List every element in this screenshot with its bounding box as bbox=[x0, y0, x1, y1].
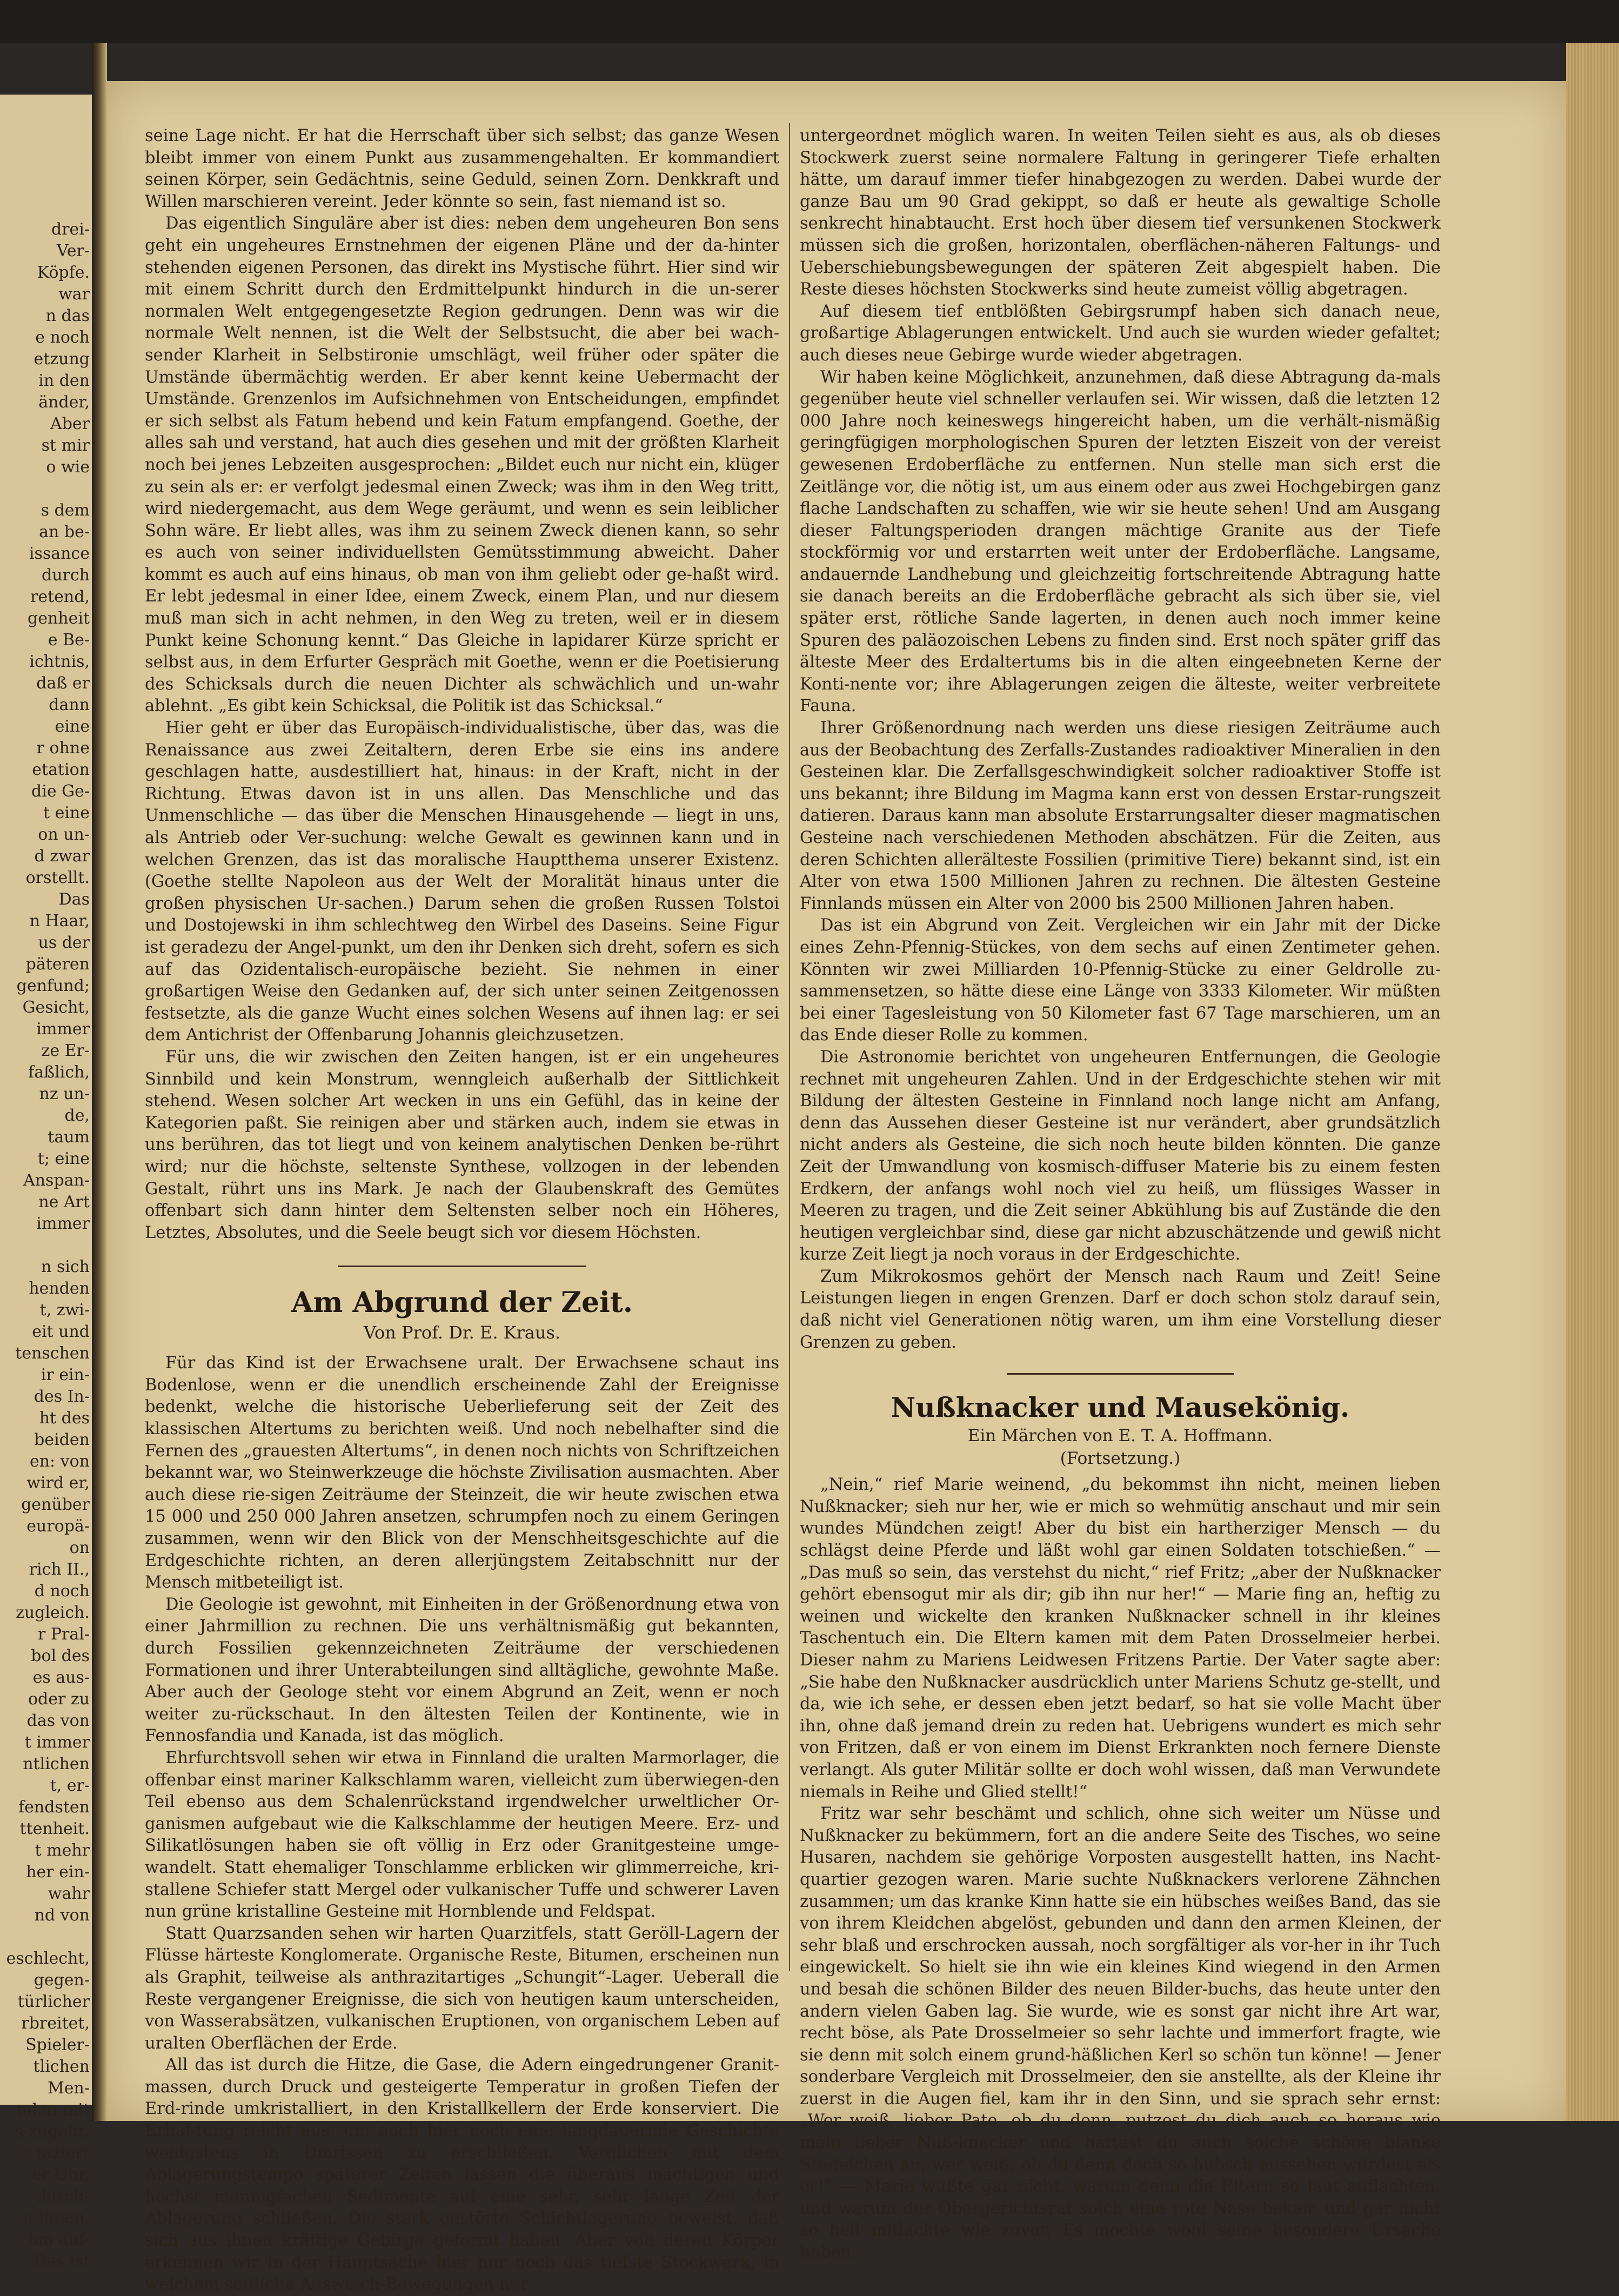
fragment-line: beiden bbox=[34, 1430, 90, 1449]
fragment-line: Spieler- bbox=[25, 2036, 90, 2054]
paragraph: Ihrer Größenordnung nach werden uns diese riesigen Zeiträume auch aus der Beobachtung des Zerfalls-Zustandes radioaktiver Mineralien in den Gesteinen klar. Die Zerfallsgeschwindigkeit solcher radioaktiver Stoffe ist uns bekannt; ihre Bildung im Magma kann erst von dessen Erstar-rungszeit datieren. Daraus kann man absolute Erstarrungsalter dieser magmatischen Gesteine nach verschiedenen Methoden abschätzen. Für die Zeiten, aus deren Schichten allerälteste Fossilien (primitive Tiere) bekannt sind, ist ein Alter von etwa 1500 Millionen Jahren zu rechnen. Die ältesten Gesteine Finnlands müssen ein Alter von 2000 bis 2500 Millionen Jahren haben. bbox=[800, 719, 1441, 913]
fragment-line: nz un- bbox=[39, 1085, 90, 1103]
fragment-line: ttenheit. bbox=[19, 1819, 90, 1838]
fragment-line: war bbox=[58, 285, 90, 304]
fragment-line bbox=[3, 1926, 90, 1948]
fragment-line: en: von bbox=[29, 1452, 90, 1471]
fragment-line: t, er- bbox=[50, 1776, 90, 1795]
fragment-line: t eine bbox=[43, 804, 90, 822]
fragment-line: dann bbox=[49, 695, 90, 714]
fragment-line: d noch bbox=[34, 1582, 90, 1601]
fragment-line: europä- bbox=[26, 1517, 90, 1536]
article-body bbox=[145, 1353, 779, 2296]
paragraph: Auf diesem tief entblößten Gebirgsrumpf haben sich danach neue, großartige Ablagerungen entwickelt. Und auch sie wurden wieder gefaltet; auch dieses neue Gebirge wurde wieder abgetragen. bbox=[800, 302, 1441, 365]
fragment-line: ichtnis, bbox=[29, 652, 90, 671]
fragment-line: durch- bbox=[36, 2187, 90, 2206]
paragraph: Hier geht er über das Europäisch-individualistische, über das, was die Renaissance aus zwei Zeitaltern, deren Erbe sie eins ins andere geschlagen hatte, ausdestilliert hat, hinaus: in der Kraft, nicht in der Richtung. Etwas davon ist in uns allen. Das Menschliche und das Unmenschliche — das über die Menschen Hinausgehende — liegt in uns, als Antrieb oder Ver-suchung: welche Gewalt es gewinnen kann und in welchen Grenzen, das ist das moralische Hauptthema unserer Existenz. (Goethe stellte Napoleon aus der Welt der Moralität hinaus unter die großen physischen Ur-sachen.) Darum sehen die großen Russen Tolstoi und Dostojewski in ihm schlechtweg den Wirbel des Daseins. Seine Figur ist geradezu der Angel-punkt, um den ihr Denken sich dreht, sofern es sich auf das Ozidentalisch-europäische bezieht. Sie nehmen in einer großartigen Weise den Gedanken auf, der sich unter seinen Zeitgenossen festsetzte, als die ganze Wucht eines solchen Wesens auf ihnen lag: er sei dem Antichrist der Offenbarung Johannis gleichzusetzen. bbox=[145, 719, 779, 1045]
fragment-line: Ver- bbox=[56, 242, 90, 260]
fragment-line: st mir bbox=[41, 436, 90, 455]
fragment-line: uden mit bbox=[16, 2100, 90, 2119]
fragment-line: Aber bbox=[50, 414, 90, 433]
article-byline: Von Prof. Dr. E. Kraus. bbox=[363, 1322, 561, 1343]
fragment-line: bol des bbox=[31, 1646, 90, 1665]
paragraph: Das eigentlich Singuläre aber ist dies: neben dem ungeheuren Bon sens geht ein ungeheures Ernstnehmen der eigenen Pläne und der da-hinter stehenden eigenen Personen, das direkt ins Mystische führt. Hier sind wir mit einem Schritt durch den Erdmittelpunkt hindurch in die un-serer normalen Welt entgegengesetzte Region gedrungen. Denn was wir die normale Welt nennen, ist die Welt der Selbstsucht, die aber bei wach-sender Klarheit in Selbstironie umschlägt, weil früher oder später die Umstände übermächtig werden. Er aber kennt keine Uebermacht der Umstände. Grenzenlos im Aufsichnehmen von Entscheidungen, empfindet er sich selbst als Fatum hebend und kein Fatum empfangend. Goethe, der alles sah und verstand, hat auch dies gesehen und mit der größten Klarheit noch bei jenes Lebzeiten ausgesprochen: „Bildet euch nur nicht ein, klüger zu sein als er: er verfolgt jedesmal einen Zweck; was ihm in den Weg tritt, wird niedergemacht, aus dem Wege geräumt, und wenn es sein leiblicher Sohn wäre. Er liebt alles, was ihm zu seinem Zweck dienen kann, so sehr es auch von seiner individuellsten Gemütsstimmung abweicht. Daher kommt es auch auf eins hinaus, ob man von ihm geliebt oder ge-haßt wird. Er lebt jedesmal in einer Idee, einem Zweck, einem Plan, und nur diesem muß man sich in acht nehmen, in den Weg zu treten, weil er in diesem Punkt keine Schonung kennt.“ Das Gleiche in lapidarer Kürze spricht er selbst aus, in dem Erfurter Gespräch mit Goethe, wenn er die Poetisierung des Schicksals durch die neuen Dichter als schwächlich und un-wahr ablehnt. „Es gibt kein Schicksal, die Politik ist das Schicksal.“ bbox=[145, 214, 779, 716]
fragment-line: ir ein- bbox=[41, 1365, 90, 1384]
fragment-line: eine bbox=[55, 717, 90, 736]
paragraph: Ehrfurchtsvoll sehen wir etwa in Finnland die uralten Marmorlager, die offenbar einst mariner Kalkschlamm waren, vielleicht zum überwiegen-den Teil ebenso aus dem Schalenrückstand irgendwelcher urweltlicher Or-ganismen aufgebaut wie die Kalkschlamme der heutigen Meere. Erz- und Silikatlösungen haben sie oft völlig in Erz oder Granitgesteine umge-wandelt. Statt ehemaliger Tonschlamme erblicken wir glimmerreiche, kri-stallene Schiefer statt Mergel oder vulkanischer Tuffe und schwerer Laven nun grüne kristalline Gesteine mit Hornblende und Feldspat. bbox=[145, 1748, 779, 1922]
book-gutter bbox=[92, 43, 107, 2121]
scanner-background bbox=[0, 0, 1619, 43]
fragment-line: r ohne bbox=[36, 739, 90, 758]
fragment-line: d zwar bbox=[34, 847, 90, 866]
fragment-line: wahr bbox=[48, 1884, 90, 1903]
fragment-line: rich II., bbox=[29, 1560, 90, 1579]
column-right bbox=[800, 125, 1441, 2264]
fragment-line: es aus- bbox=[32, 1668, 90, 1687]
fragment-line: taum bbox=[48, 1128, 90, 1147]
fragment-line: das von bbox=[26, 1711, 90, 1730]
paragraph: Für uns, die wir zwischen den Zeiten hangen, ist er ein ungeheures Sinnbild und kein Monstrum, wenngleich außerhalb der Sittlichkeit stehend. Wesen solcher Art wecken in uns ein Gefühl, das in keine der Kategorien paßt. Sie reinigen aber und stärken auch, indem sie etwas in uns berühren, das tot liegt und von keinem analytischen Denken be-rührt wird; nur die höchste, seltenste Synthese, vollzogen in der lebenden Gestalt, rührt uns ins Mark. Je nach der Glaubenskraft des Gemütes offenbart sich dann hinter dem Seltensten selber noch ein Höheres, Letztes, Absolutes, und die Seele beugt sich vor diesem Höchsten. bbox=[145, 1047, 779, 1242]
fragment-line: t; eine bbox=[37, 1149, 90, 1168]
paragraph: Das ist ein Abgrund von Zeit. Vergleichen wir ein Jahr mit der Dicke eines Zehn-Pfennig-Stückes, von dem sechs auf einen Zentimeter gehen. Könnten wir zwei Milliarden 10-Pfennig-Stücke zu einer Geldrolle zu-sammensetzen, so hätte diese eine Länge von 3333 Kilometer. Wir müßten bei einer Tagesleistung von 50 Kilometer fast 67 Tage marschieren, um an das Ende dieser Rolle zu kommen. bbox=[800, 916, 1441, 1045]
story-title: Nußknacker und Mausekönig. bbox=[891, 1391, 1350, 1424]
fragment-line: Anspan- bbox=[23, 1171, 90, 1190]
paragraph: All das ist durch die Hitze, die Gase, die Adern eingedrungener Granit-massen, durch Druck und gesteigerte Temperatur in großen Tiefen der Erd-rinde umkristalliert, in den Kristallkellern der Erde konserviert. Die Erhal-tung reicht aus, um auch hier noch eine langdauernde Geschichte wenigstens in Umrissen zu erschließen. Verglichen mit dem Ablagerungstempo späterer Zeiten lassen die überaus mächtigen und höchst mannigfachen Sedimente auf eine sehr, sehr lange Zeit der Ablagerung schließen. Die stark gestörte Schichtlagerung beweist, daß sich aus ihnen kräftige Gebirge geformt haben. Aber von deren Körper erkennen wir in der Hauptsache hier nur noch das tiefste Stockwerk, in welchem seitliche Ausweich-Bewegungen nur bbox=[145, 2056, 779, 2294]
article-body-continued bbox=[800, 125, 1441, 1354]
paragraph: Statt Quarzsanden sehen wir harten Quarzitfels, statt Geröll-Lagern der Flüsse härteste Konglomerate. Organische Reste, Bitumen, erscheinen nun als Graphit, teilweise als anthrazitartiges „Schungit“-Lager. Ueberall die Reste vergangener Ereignisse, die sich von heutigen kaum unterscheiden, von Wasserabsätzen, vulkanischen Eruptionen, von organischem Leben auf uralten Oberflächen der Erde. bbox=[145, 1924, 779, 2053]
fragment-line: ntlichen bbox=[23, 1755, 90, 1773]
fragment-line: eit und bbox=[32, 1322, 90, 1341]
fragment-line: t, zwi- bbox=[39, 1301, 90, 1320]
paragraph: Wir haben keine Möglichkeit, anzunehmen, daß diese Abtragung da-mals gegenüber heute viel schneller verlaufen sei. Wir wissen, daß die letzten 12 000 Jahre noch keineswegs hingereicht haben, um die verhält-nismäßig geringfügigen morphologischen Spuren der letzten Eiszeit von der vereist gewesenen Erdoberfläche zu entfernen. Nun stelle man sich erst die Zeitlänge vor, die nötig ist, um aus einem oder aus zwei Hochgebirgen ganz flache Landschaften zu schaffen, wie wir sie heute sehen! Und am Ausgang dieser Faltungsperioden drangen mächtige Granite aus der Tiefe stockförmig vor und erstarrten weit unter der Erdoberfläche. Langsame, andauernde Landhebung und gleichzeitig fortschreitende Abtragung hatte sie danach bereits an die Erdoberfläche gebracht als sich über sie, viel später erst, rötliche Sande lagerten, in denen auch noch immer keine Spuren des paläozoischen Lebens zu finden sind. Erst noch später griff das älteste Meer des Erdaltertums bis in die alten eingeebneten Kerne der Konti-nente vor; ihre Ablagerungen zeigen die älteste, weiter verbreitete Fauna. bbox=[800, 367, 1441, 716]
fragment-line: zugleich. bbox=[16, 1603, 90, 1622]
fragment-line: de, bbox=[64, 1106, 90, 1125]
fragment-line: t mehr bbox=[35, 1841, 90, 1860]
fragment-line: eschlecht, bbox=[6, 1949, 90, 1968]
fragment-line: gegen- bbox=[34, 1971, 90, 1990]
fragment-line: Das bbox=[58, 890, 90, 909]
paragraph: Zum Mikrokosmos gehört der Mensch nach Raum und Zeit! Seine Leistungen liegen in engen Grenzen. Darf er doch schon stolz darauf sein, daß nicht viel Generationen nötig waren, um ihm eine Vorstellung dieser Grenzen zu geben. bbox=[800, 1267, 1441, 1352]
facing-page-text bbox=[3, 219, 90, 2272]
fragment-line: die Ge- bbox=[31, 782, 90, 801]
fragment-line: s zugeht, bbox=[15, 2122, 90, 2141]
fragment-line: etzung bbox=[34, 350, 90, 369]
column-left bbox=[145, 125, 779, 2296]
fragment-line: oder zu bbox=[28, 1690, 90, 1709]
fragment-line: r taziert bbox=[23, 2144, 90, 2163]
paragraph: Die Geologie ist gewohnt, mit Einheiten in der Größenordnung etwa von einer Jahrmillion zu rechnen. Die uns verhältnismäßig gut bekannten, durch Fossilien gekennzeichneten Zeiträume der verschiedenen Formationen und ihrer Unterabteilungen sind alltägliche, gewohnte Maße. Aber auch der Geologe steht vor einem Abgrund an Zeit, wenn er noch weiter zu-rückschaut. In den ältesten Teilen der Kontinente, wie in Fennosfandia und Kanada, ist das möglich. bbox=[145, 1595, 779, 1746]
fragment-line: tlichen bbox=[33, 2057, 90, 2076]
fragment-line: Köpfe. bbox=[37, 263, 90, 282]
fragment-line: durch bbox=[42, 566, 90, 585]
fragment-line: hm auf- bbox=[28, 2230, 90, 2249]
fragment-line: on un- bbox=[38, 825, 90, 844]
fragment-line: daß er bbox=[36, 674, 90, 693]
page-edges bbox=[1566, 43, 1619, 2121]
fragment-line: genüber bbox=[21, 1495, 90, 1514]
fragment-line: orstellt. bbox=[25, 868, 90, 887]
fragment-line: päteren bbox=[25, 955, 90, 974]
fragment-line: ze Er- bbox=[41, 1041, 90, 1060]
fragment-line: ht des bbox=[39, 1409, 90, 1428]
fragment-line: immer bbox=[36, 1214, 90, 1233]
fragment-line: änder, bbox=[38, 393, 90, 412]
fragment-line: us der bbox=[38, 933, 90, 952]
fragment-line: immer bbox=[36, 1020, 90, 1039]
fragment-line: tenschen bbox=[15, 1344, 90, 1363]
fragment-line: n das bbox=[45, 306, 90, 325]
fragment-line: faßlich, bbox=[28, 1063, 90, 1082]
paragraph: Fritz war sehr beschämt und schlich, ohne sich weiter um Nüsse und Nußknacker zu bekümmern, fort an die andere Seite des Tisches, wo seine Husaren, nachdem sie gehörige Vorposten ausgestellt hatten, ins Nacht-quartier gezogen waren. Marie suchte Nußknackers verlorene Zähnchen zusammen; um das kranke Kinn hatte sie ein hübsches weißes Band, das sie von ihrem Kleidchen abgelöst, gebunden und dann den armen Kleinen, der sehr blaß und erschrocken aussah, noch sorgfältiger als vor-her in ihr Tuch eingewickelt. So hielt sie ihn wie ein kleines Kind wiegend in den Armen und besah die schönen Bilder des neuen Bilder-buchs, das heute unter den andern vielen Gaben lag. Sie wurde, wie es sonst gar nicht ihre Art war, recht böse, als Pate Drosselmeier so sehr lachte und immerfort fragte, wie sie denn mit solch einem grund-häßlichen Kerl so schön tun könne! — Jener sonderbare Vergleich mit Drosselmeier, den sie anstellte, als der Kleine ihr zuerst in die Augen fiel, kam ihr in den Sinn, und sie sprach sehr ernst: „Wer weiß, lieber Pate, ob du denn, putzest du dich auch so heraus wie mein lieber Nuß-knacker und hättest du auch solche schöne blanke Stiefelchen an, wer weiß, ob du denn doch so hübsch aussehen würdest als er!“ — Marie wußte gar nicht, warum denn die Eltern so laut auflachten, und warum der Obergerichtsrat solch eine rote Nase bekam und gar nicht so hell mitlachte wie zuvor. Es mochte wohl seine besondere Ursache haben. bbox=[800, 1804, 1441, 2262]
fragment-line: t immer bbox=[24, 1733, 90, 1752]
fragment-line: er Uhr, bbox=[32, 2165, 90, 2184]
fragment-line: an be- bbox=[39, 523, 90, 541]
fragment-line bbox=[3, 1235, 90, 1256]
fragment-line: o wie bbox=[46, 458, 90, 477]
napoleon-essay-continuation bbox=[145, 125, 779, 1244]
fragment-line: ne Art bbox=[38, 1193, 90, 1211]
fragment-line: des In- bbox=[34, 1387, 90, 1406]
article-title: Am Abgrund der Zeit. bbox=[291, 1286, 633, 1320]
fragment-line: etation bbox=[32, 760, 90, 779]
fragment-line: n Haar, bbox=[29, 912, 90, 931]
article-separator bbox=[338, 1266, 586, 1267]
fragment-line: r Pral- bbox=[37, 1625, 90, 1644]
fragment-line: wird er, bbox=[26, 1474, 90, 1492]
fragment-line: retend, bbox=[30, 587, 90, 606]
paragraph: untergeordnet möglich waren. In weiten Teilen sieht es aus, als ob dieses Stockwerk zuerst seine normalere Faltung in geringerer Tiefe erhalten hätte, um darauf immer tiefer hinabgezogen zu werden. Dabei wurde der ganze Bau um 90 Grad gekippt, so daß er heute als gewaltige Scholle senkrecht hinabtaucht. Erst hoch über diesem tief versunkenen Stockwerk müssen sich die großen, horizontalen, oberflächen-näheren Faltungs- und Ueberschiebungsbewegungen der späteren Zeit abgespielt haben. Die Reste dieses höchsten Stockwerks sind heute zumeist völlig abgetragen. bbox=[800, 126, 1441, 299]
fragment-line: n sich bbox=[41, 1257, 90, 1276]
story-body bbox=[800, 1474, 1441, 2264]
fragment-line: drei- bbox=[51, 220, 90, 239]
fragment-line: her ein- bbox=[26, 1863, 90, 1882]
fragment-line: issance bbox=[29, 544, 90, 563]
article-separator bbox=[1007, 1373, 1234, 1375]
column-rule bbox=[789, 123, 790, 1971]
fragment-line: rbreitet, bbox=[21, 2014, 90, 2033]
continuation-note: (Fortsetzung.) bbox=[1060, 1449, 1181, 1469]
fragment-line: Das ist bbox=[34, 2252, 90, 2271]
fragment-line: n ihnen. bbox=[23, 2208, 90, 2227]
fragment-line bbox=[3, 478, 90, 500]
paragraph: Für das Kind ist der Erwachsene uralt. Der Erwachsene schaut ins Bodenlose, wenn er die unendlich erscheinende Zahl der Ereignisse bedenkt, welche die historische Ueberlieferung seit der Zeit des klassischen Altertums zu berichten weiß. Und noch nebelhafter sind die Fernen des „grauesten Altertums“, in denen noch nichts von Schriftzeichen bekannt war, wo Steinwerkzeuge die höchste Zivilisation ausmachten. Aber auch diese rie-sigen Zeiträume der Steinzeit, die wir heute zwischen etwa 15 000 und 250 000 Jahren ansetzen, schrumpfen noch zu einem Geringen zusammen, wenn wir den Blick von der Menschheitsgeschichte auf die Erdgeschichte richten, an deren allerjüngstem Zeitabschnitt nur der Mensch mitbeteiligt ist. bbox=[145, 1354, 779, 1592]
paragraph: seine Lage nicht. Er hat die Herrschaft über sich selbst; das ganze Wesen bleibt immer von einem Punkt aus zusammengehalten. Er kommandiert seinen Körper, sein Gedächtnis, seine Geduld, seinen Zorn. Denkkraft und Willen marschieren vereint. Jeder könnte so sein, fast niemand ist so. bbox=[145, 126, 779, 211]
fragment-line: Gesicht, bbox=[22, 998, 90, 1017]
fragment-line: in den bbox=[38, 371, 90, 390]
fragment-line: henden bbox=[29, 1279, 90, 1298]
fragment-line: Men- bbox=[48, 2079, 90, 2098]
story-byline: Ein Märchen von E. T. A. Hoffmann. bbox=[967, 1426, 1273, 1446]
fragment-line: genfund; bbox=[16, 976, 90, 995]
paragraph: Die Astronomie berichtet von ungeheuren Entfernungen, die Geologie rechnet mit ungeheuren Zahlen. Und in der Erdgeschichte stehen wir mit Bildung der ältesten Gesteine in Finnland noch lange nicht am Anfang, denn das Aussehen dieser Gesteine ist nur verändert, aber grundsätzlich nicht anders als Gesteine, die sich noch heute bilden könnten. Die ganze Zeit der Umwandlung von kosmisch-diffuser Materie bis zu einem festen Erdkern, der anfangs wohl noch viel zu heiß, um flüssiges Wasser in Meeren zu tragen, und die Zeit seiner Abkühlung bis auf Zustände die den heutigen vergleichbar sind, diese gar nicht abzuschätzende und gewiß nicht kurze Zeit liegt ja noch voraus in der Erdgeschichte. bbox=[800, 1047, 1441, 1264]
fragment-line: on bbox=[69, 1538, 90, 1557]
fragment-line: türlicher bbox=[17, 1992, 90, 2011]
facing-page-fragment bbox=[0, 95, 92, 2271]
fragment-line: genheit bbox=[27, 609, 90, 628]
fragment-line: fendsten bbox=[18, 1798, 90, 1817]
fragment-line: e Be- bbox=[48, 631, 90, 650]
fragment-line: s dem bbox=[41, 501, 90, 520]
fragment-line: nd von bbox=[34, 1906, 90, 1925]
paragraph: „Nein,“ rief Marie weinend, „du bekommst ihn nicht, meinen lieben Nußknacker; sieh nur her, wie er mich so wehmütig anschaut und mir sein wundes Mündchen zeigt! Aber du bist ein hartherziger Mensch — du schlägst deine Pferde und läßt wohl gar einen Soldaten totschießen.“ — „Das muß so sein, das verstehst du nicht,“ rief Fritz; „aber der Nußknacker gehört ebensogut mir als dir; gib ihn nur her!“ — Marie fing an, heftig zu weinen und wickelte den kranken Nußknacker schnell in ihr kleines Taschentuch ein. Die Eltern kamen mit dem Paten Drosselmeier herbei. Dieser nahm zu Mariens Leidwesen Fritzens Partie. Der Vater sagte aber: „Sie habe den Nußknacker ausdrücklich unter Mariens Schutz ge-stellt, und da, wie ich sehe, er dessen eben jetzt bedarf, so hat sie volle Macht über ihn, ohne daß jemand drein zu reden hat. Uebrigens wundert es mich sehr von Fritzen, daß er von einem im Dienst Erkrankten noch fernere Dienste verlangt. Als guter Militär sollte er doch wohl wissen, daß man Verwundete niemals in Reihe und Glied stellt!“ bbox=[800, 1475, 1441, 1802]
fragment-line: e noch bbox=[35, 328, 90, 347]
